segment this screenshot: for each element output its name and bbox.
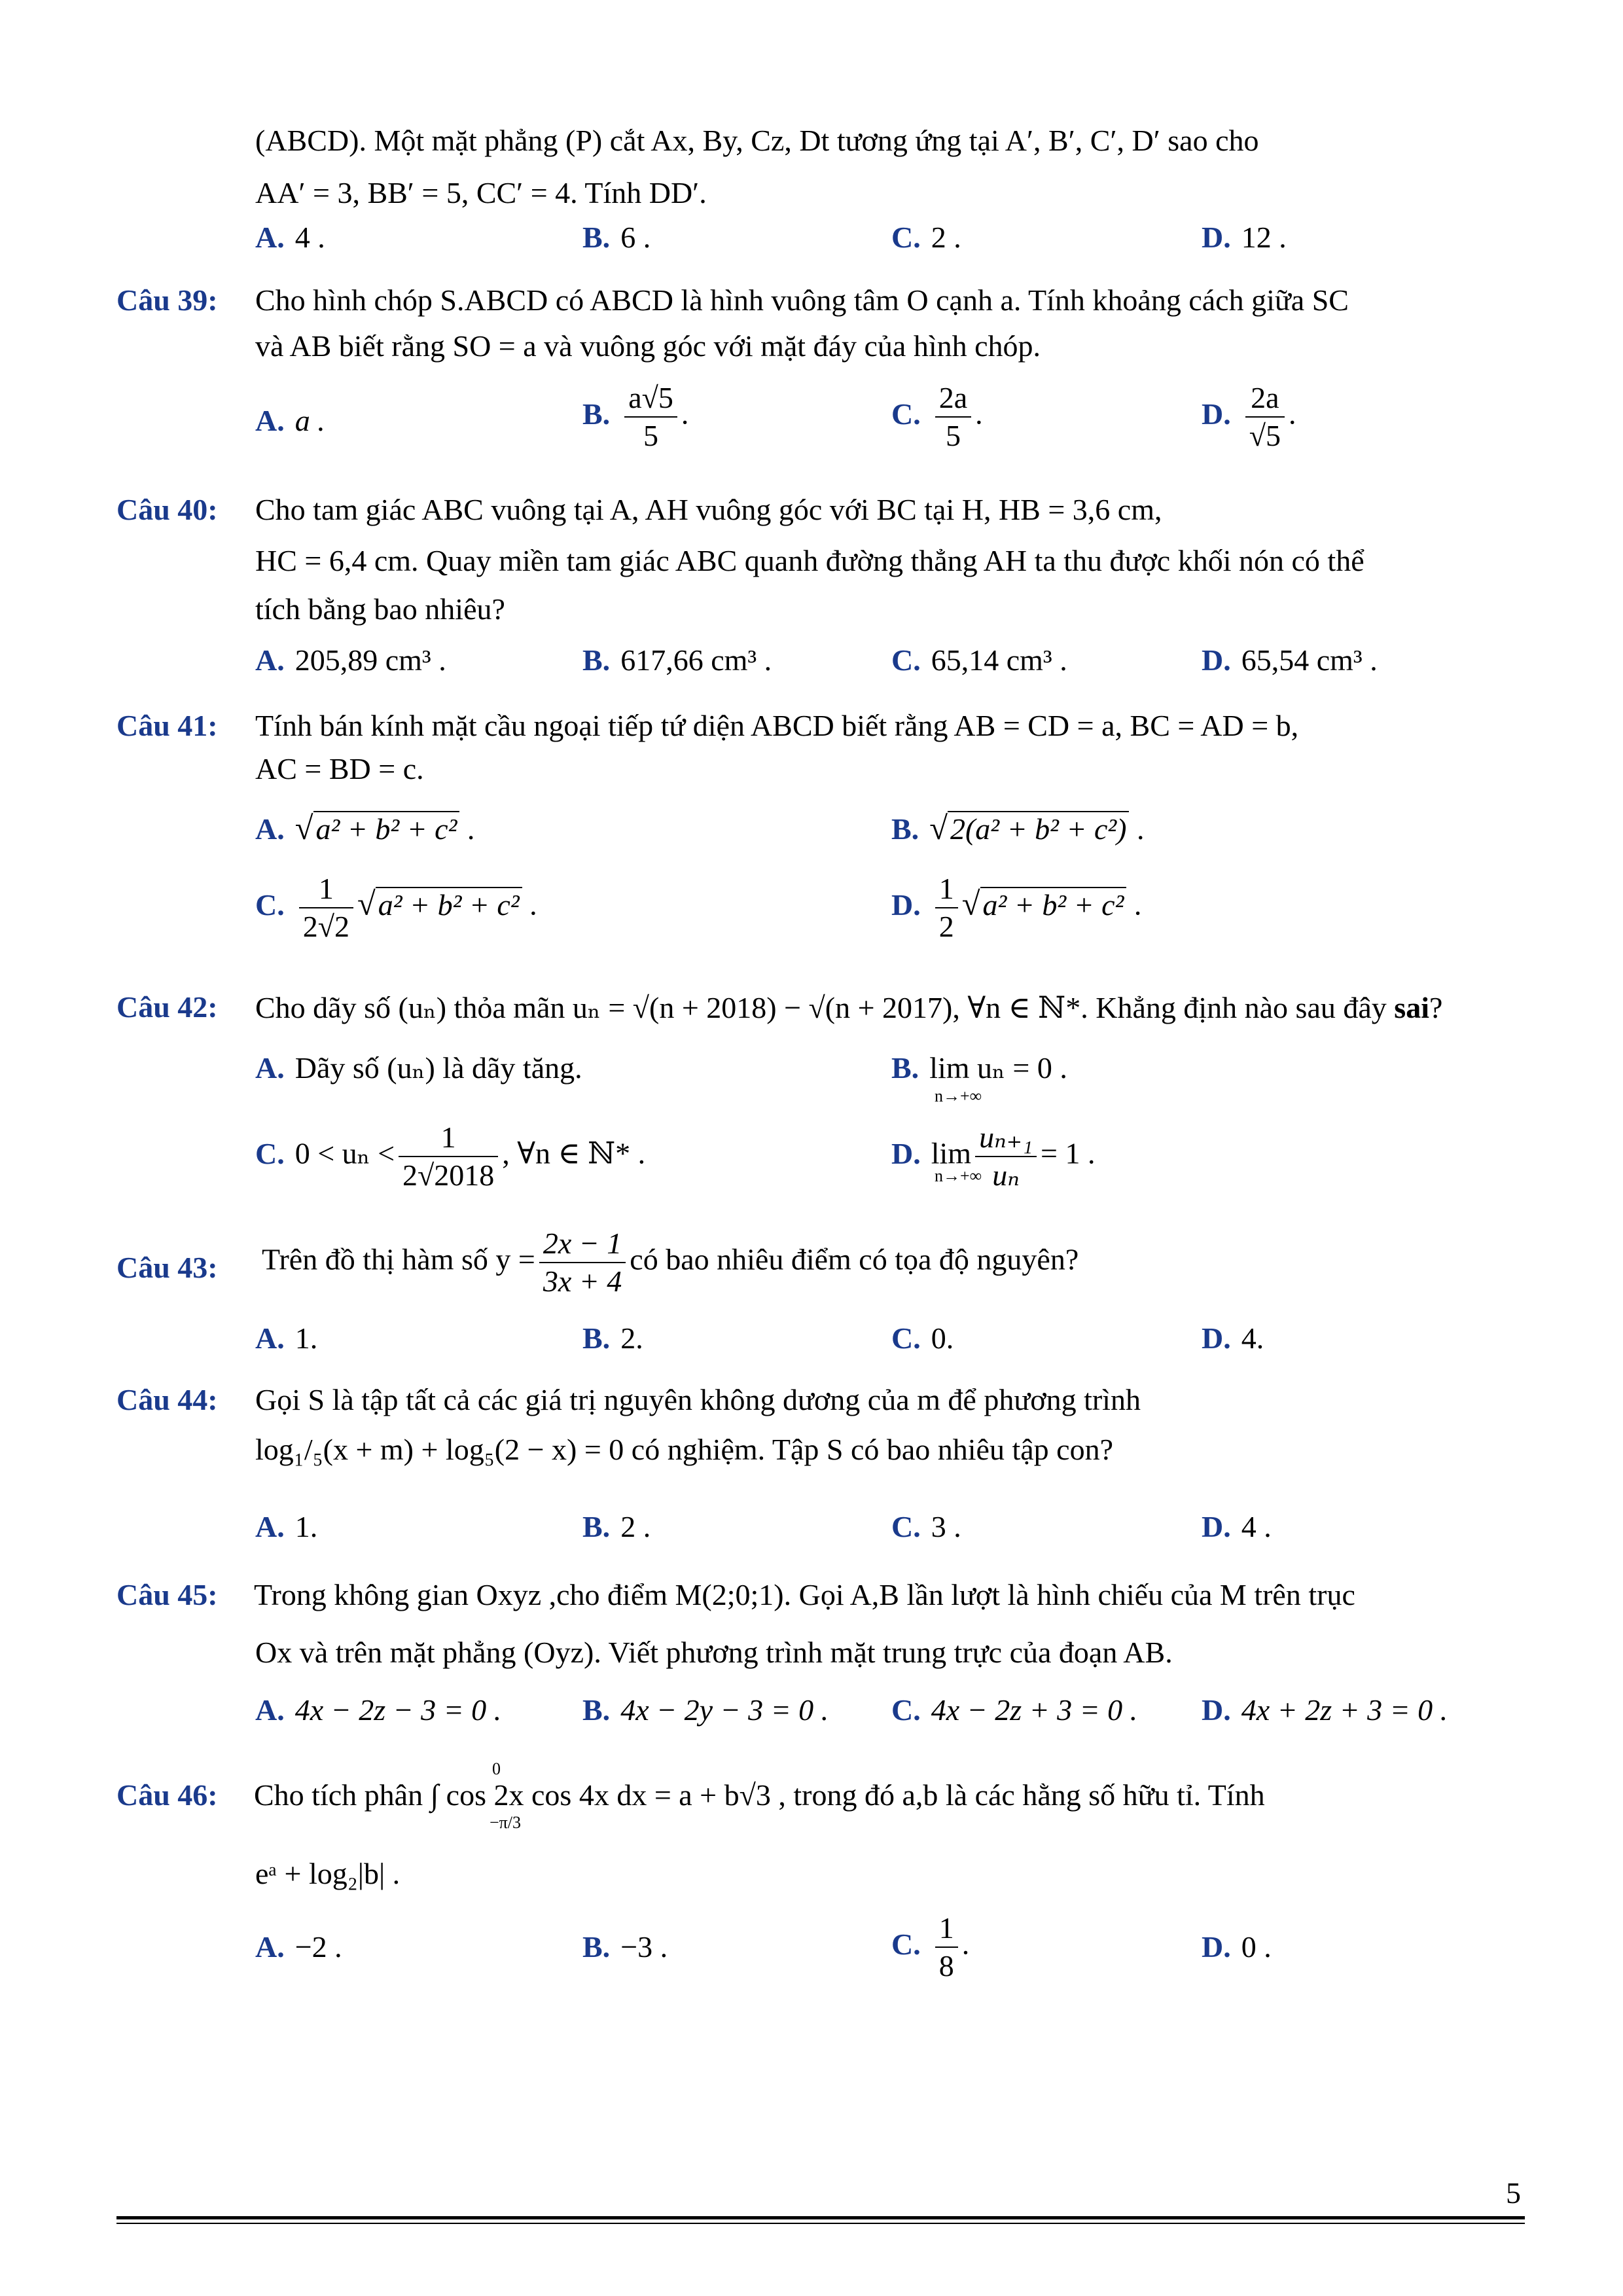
q43-option-c: C. 0. bbox=[891, 1321, 954, 1355]
q40-option-c: C. 65,14 cm³ . bbox=[891, 643, 1067, 677]
q39-stem-2: và AB biết rằng SO = a và vuông góc với mặt đáy của hình chóp. bbox=[255, 329, 1041, 363]
q41-option-b: B. √2(a² + b² + c²) . bbox=[891, 810, 1145, 846]
q46-option-c: C. $\frac{1}{8}$ . bbox=[891, 1911, 970, 1982]
q44-stem-2: log₁/₅(x + m) + log₅(2 − x) = 0 có nghiệm. Tập S có bao nhiêu tập con? bbox=[255, 1433, 1113, 1466]
q45-stem-1: Trong không gian Oxyz ,cho điểm M(2;0;1). Gọi A,B lần lượt là hình chiếu của M trên trục bbox=[254, 1578, 1355, 1611]
intro-option-c: C. 2 . bbox=[891, 221, 961, 254]
q42-label: Câu 42: bbox=[116, 990, 218, 1024]
q45-option-c: C. 4x − 2z + 3 = 0 . bbox=[891, 1693, 1138, 1727]
q45-option-a: A. 4x − 2z − 3 = 0 . bbox=[255, 1693, 502, 1727]
q46-stem-2: eᵃ + log₂|b| . bbox=[255, 1857, 401, 1890]
q43-option-d: D. 4. bbox=[1202, 1321, 1264, 1355]
q42-option-d-sub: n→+∞ bbox=[935, 1166, 982, 1185]
q42-stem: Cho dãy số (uₙ) thỏa mãn uₙ = √(n + 2018) − √(n + 2017), ∀n ∈ ℕ*. Khẳng định nào sau đây sai? bbox=[255, 991, 1443, 1024]
q46-option-d: D. 0 . bbox=[1202, 1930, 1272, 1964]
q42-option-d: D. lim $\frac{\text{uₙ₊₁}}{\text{uₙ}}$ = 1 . bbox=[891, 1121, 1096, 1192]
q42-option-b-sub: n→+∞ bbox=[935, 1086, 982, 1105]
q42-option-a: A. Dãy số (uₙ) là dãy tăng. bbox=[255, 1051, 582, 1085]
q46-label: Câu 46: bbox=[116, 1778, 218, 1812]
footer-rule-thick bbox=[116, 2216, 1525, 2219]
q40-option-b: B. 617,66 cm³ . bbox=[582, 643, 772, 677]
q46-stem-1: Cho tích phân ∫ cos 2x cos 4x dx = a + b√3 , trong đó a,b là các hằng số hữu tỉ. Tính bbox=[254, 1778, 1265, 1812]
q43-stem: Trên đồ thị hàm số y = $\frac{2x - 1}{3x + 4}$ có bao nhiêu điểm có tọa độ nguyên? bbox=[262, 1227, 1079, 1298]
q42-option-b: B. lim uₙ = 0 . bbox=[891, 1051, 1067, 1085]
q46-option-a: A. −2 . bbox=[255, 1930, 342, 1964]
q46-integral-upper: 0 bbox=[492, 1759, 501, 1778]
q43-option-a: A. 1. bbox=[255, 1321, 318, 1355]
q45-option-b: B. 4x − 2y − 3 = 0 . bbox=[582, 1693, 829, 1727]
q44-option-c: C. 3 . bbox=[891, 1510, 961, 1543]
q43-option-b: B. 2. bbox=[582, 1321, 643, 1355]
q44-stem-1: Gọi S là tập tất cả các giá trị nguyên không dương của m để phương trình bbox=[255, 1383, 1141, 1416]
q40-option-d: D. 65,54 cm³ . bbox=[1202, 643, 1378, 677]
q42-option-c: C. 0 < uₙ < $\frac{1}{2√2018}$ , ∀n ∈ ℕ* . bbox=[255, 1121, 646, 1192]
q44-label: Câu 44: bbox=[116, 1383, 218, 1416]
q40-stem-2: HC = 6,4 cm. Quay miền tam giác ABC quanh đường thẳng AH ta thu được khối nón có thể bbox=[255, 544, 1364, 577]
footer-rule-thin bbox=[116, 2223, 1525, 2224]
q39-option-c: C. $\frac{2a}{5}$ . bbox=[891, 381, 983, 452]
intro-option-d: D. 12 . bbox=[1202, 221, 1287, 254]
q41-option-d: D. $\frac{1}{2}$ √a² + b² + c² . bbox=[891, 872, 1142, 943]
q45-stem-2: Ox và trên mặt phẳng (Oyz). Viết phương trình mặt trung trực của đoạn AB. bbox=[255, 1636, 1173, 1669]
q40-stem-1: Cho tam giác ABC vuông tại A, AH vuông góc với BC tại H, HB = 3,6 cm, bbox=[255, 493, 1162, 526]
q41-stem-1: Tính bán kính mặt cầu ngoại tiếp tứ diện ABCD biết rằng AB = CD = a, BC = AD = b, bbox=[255, 709, 1299, 742]
q44-option-d: D. 4 . bbox=[1202, 1510, 1272, 1543]
q44-option-a: A. 1. bbox=[255, 1510, 318, 1543]
q43-label: Câu 43: bbox=[116, 1251, 218, 1284]
intro-option-a: A. 4 . bbox=[255, 221, 325, 254]
q45-label: Câu 45: bbox=[116, 1578, 218, 1611]
q44-option-b: B. 2 . bbox=[582, 1510, 651, 1543]
q41-option-c: C. $\frac{1}{2√2}$ √a² + b² + c² . bbox=[255, 872, 537, 943]
q45-option-d: D. 4x + 2z + 3 = 0 . bbox=[1202, 1693, 1448, 1727]
intro-option-b: B. 6 . bbox=[582, 221, 651, 254]
q39-option-a: A. a . bbox=[255, 404, 325, 437]
q40-stem-3: tích bằng bao nhiêu? bbox=[255, 592, 505, 626]
q41-option-a: A. √a² + b² + c² . bbox=[255, 810, 475, 846]
q40-label: Câu 40: bbox=[116, 493, 218, 526]
intro-line-2: AA′ = 3, BB′ = 5, CC′ = 4. Tính DD′. bbox=[255, 176, 707, 209]
q39-option-d: D. $\frac{2a}{√5}$ . bbox=[1202, 381, 1296, 452]
q41-stem-2: AC = BD = c. bbox=[255, 752, 424, 785]
q46-integral-lower: −π/3 bbox=[490, 1813, 522, 1832]
q39-stem-1: Cho hình chóp S.ABCD có ABCD là hình vuông tâm O cạnh a. Tính khoảng cách giữa SC bbox=[255, 283, 1349, 317]
q46-option-b: B. −3 . bbox=[582, 1930, 668, 1964]
page-number: 5 bbox=[1506, 2176, 1521, 2210]
q41-label: Câu 41: bbox=[116, 709, 218, 742]
intro-line-1: (ABCD). Một mặt phẳng (P) cắt Ax, By, Cz, Dt tương ứng tại A′, B′, C′, D′ sao cho bbox=[255, 124, 1259, 157]
q39-label: Câu 39: bbox=[116, 283, 218, 317]
q40-option-a: A. 205,89 cm³ . bbox=[255, 643, 446, 677]
q39-option-b: B. $\frac{a√5}{5}$ . bbox=[582, 381, 689, 452]
